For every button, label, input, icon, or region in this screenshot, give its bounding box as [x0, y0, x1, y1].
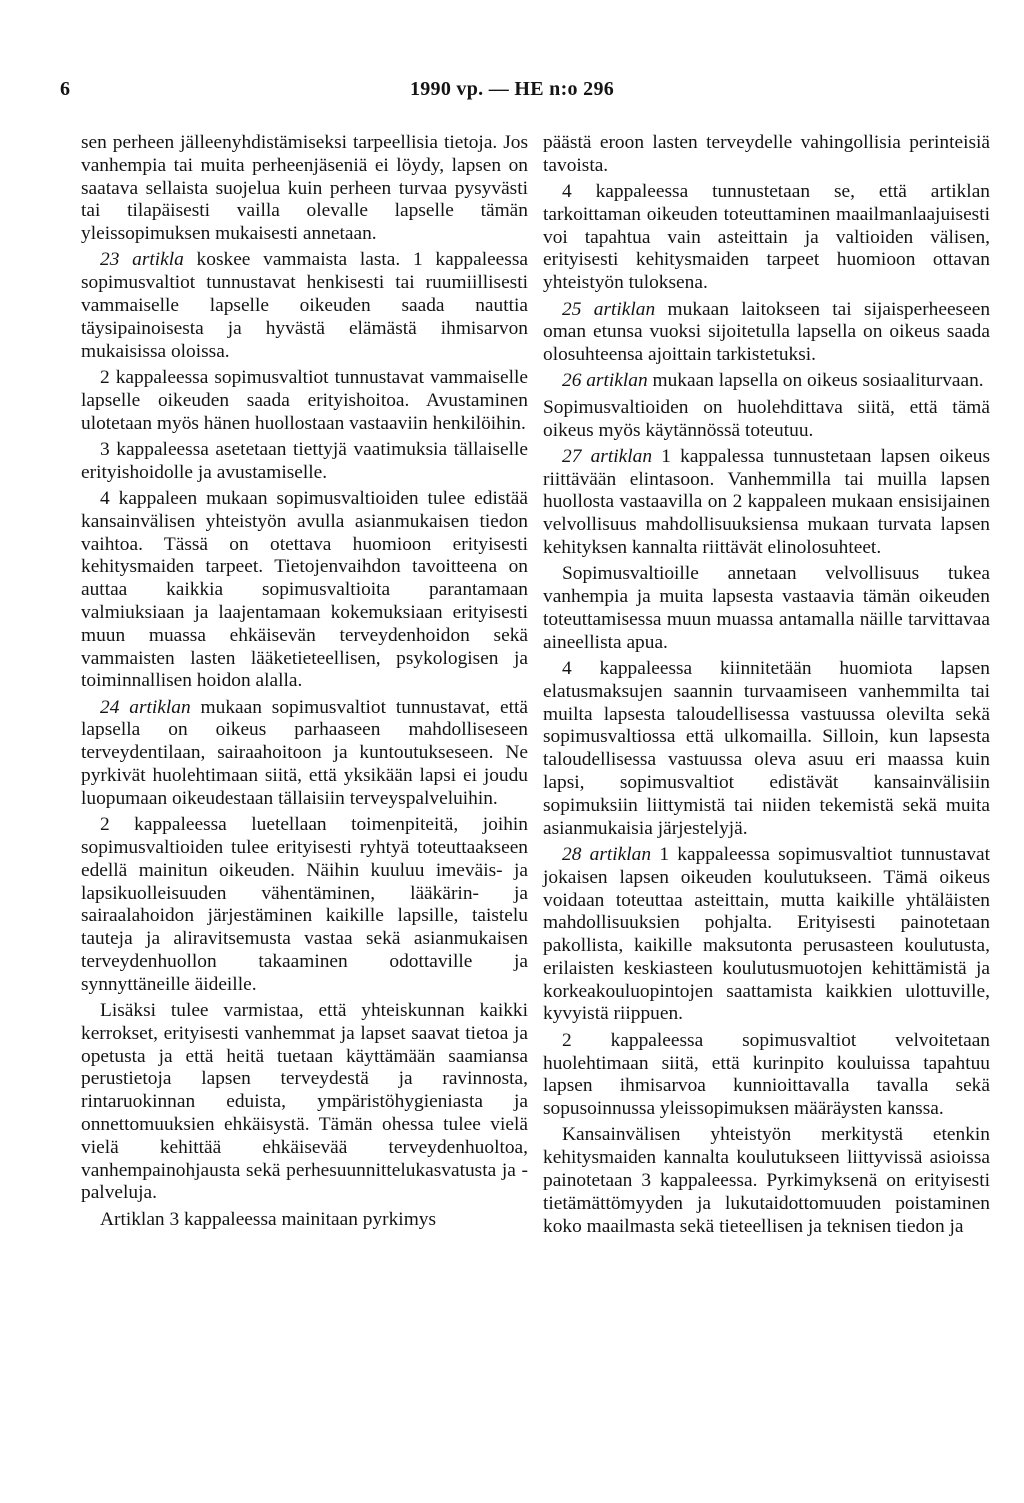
- article-reference: 28 artiklan: [562, 843, 652, 865]
- paragraph-text: 2 kappaleessa sopimusvaltiot velvoitetaan huolehtimaan siitä, että kurinpito kouluissa tapahtuu lapsen ihmisarvoa kunnioittavalla tavalla sekä sopusoinnussa yleissopimuksen määräysten kanssa.: [543, 1029, 990, 1120]
- paragraph-text: koskee vammaista lasta. 1 kappaleessa sopimusvaltiot tunnustavat henkisesti tai ruumiillisesti vammaiselle lapselle oikeuden saada nauttia täysipainoisesta ja hyvästä elämästä ihmisarvon mukaisissa oloissa.: [81, 249, 528, 362]
- paragraph: [543, 658, 990, 840]
- paragraph: [543, 844, 990, 1026]
- paragraph: [81, 1209, 528, 1232]
- article-reference: 26 artiklan: [562, 370, 648, 392]
- article-reference: 23 artikla: [100, 249, 184, 271]
- paragraph: [543, 299, 990, 367]
- left-column: [81, 132, 528, 1235]
- right-column: [543, 132, 990, 1242]
- paragraph-text: päästä eroon lasten terveydelle vahingollisia perinteisiä tavoista.: [543, 132, 990, 176]
- page-number: 6: [60, 78, 70, 100]
- paragraph-text: sen perheen jälleenyhdistämiseksi tarpeellisia tietoja. Jos vanhempia tai muita perheenjäseniä ei löydy, lapsen on saatava sellaista suojelua kuin perheen turvaa pysyvästi tai tilapäisesti vailla olevalle lapselle tämän yleissopimuksen mukaisesti annetaan.: [81, 132, 528, 245]
- paragraph: [81, 1000, 528, 1205]
- paragraph: [543, 397, 990, 443]
- paragraph: [81, 249, 528, 363]
- paragraph-text: 1 kappalessa tunnustetaan lapsen oikeus riittävään elintasoon. Vanhemmilla tai muilla lapsen huollosta vastaavilla on 2 kappaleen mukaan ensisijainen velvollisuus mahdollisuuksiensa mukaan turvata lapsen kehityksen kannalta riittävät elinolosuhteet.: [543, 445, 991, 559]
- paragraph-text: 3 kappaleessa asetetaan tiettyjä vaatimuksia tällaiselle erityishoidolle ja avustamiselle.: [81, 438, 528, 483]
- paragraph: [81, 439, 528, 485]
- paragraph: [543, 370, 990, 393]
- paragraph-text: Sopimusvaltioille annetaan velvollisuus tukea vanhempia ja muita lapsesta vastaavia tämän oikeuden toteuttamisessa muun muassa antamalla näille tarvittavaa aineellista apua.: [543, 563, 990, 653]
- article-reference: 25 artiklan: [562, 298, 656, 320]
- article-reference: 27 artiklan: [562, 445, 653, 467]
- paragraph-text: mukaan laitokseen tai sijaisperheeseen oman etunsa vuoksi sijoitetulla lapsella on oikeus saada olosuhteensa ajoittain tarkistetuksi.: [543, 298, 991, 366]
- paragraph-text: Lisäksi tulee varmistaa, että yhteiskunnan kaikki kerrokset, erityisesti vanhemmat ja lapset saavat tietoa ja opetusta ja että heitä tuetaan käyttämään saamiansa perustietoja lapsen terveydestä ja ravinnosta, rintaruokinnan eduista, ympäristöhygieniasta ja onnettomuuksien ehkäisystä. Tämän ohessa tulee vielä vielä kehittää ehkäisevää terveydenhuoltoa, vanhempainohjausta sekä perhesuunnittelukasvatusta ja -palveluja.: [81, 999, 528, 1204]
- paragraph: [543, 1030, 990, 1121]
- paragraph: [543, 563, 990, 654]
- paragraph-text: 4 kappaleessa tunnustetaan se, että artiklan tarkoittaman oikeuden toteuttaminen maailmanlaajuisesti voi tapahtua vain asteittain ja valtioiden välisen, erityisesti kehitysmaiden tarpeet huomioon ottavan yhteistyön tuloksena.: [543, 181, 990, 294]
- paragraph-text: mukaan sopimusvaltiot tunnustavat, että lapsella on oikeus parhaaseen mahdolliseseen terveydentilaan, sairaahoitoon ja kuntoutukseseen. Ne pyrkivät huolehtimaan siitä, että yksikään lapsi ei joudu luopumaan oikeudestaan tällaisiin terveyspalveluihin.: [81, 696, 528, 809]
- paragraph-text: 1 kappaleessa sopimusvaltiot tunnustavat jokaisen lapsen oikeuden koulutukseen. Tämä oikeus voidaan toteuttaa asteittain, mutta kaikille yhtäläisten mahdollisuuksien pohjalta. Erityisesti painotetaan pakollista, kaikille maksutonta perusasteen koulutusta, erilaisten keskiasteen koulutusmuotojen kehittämistä ja korkeakouluopintojen saattamista kaikkien ulottuville, kyvyistä riippuen.: [543, 843, 991, 1025]
- paragraph-text: mukaan lapsella on oikeus sosiaaliturvaan.: [647, 370, 984, 392]
- paragraph-text: Sopimusvaltioiden on huolehdittava siitä, että tämä oikeus myös käytännössä toteutuu.: [543, 396, 990, 441]
- paragraph: [543, 181, 990, 295]
- paragraph-text: 2 kappaleessa luetellaan toimenpiteitä, joihin sopimusvaltioiden tulee erityisesti ryhtyä toteuttaakseen edellä mainitun oikeuden. Näihin kuuluu imeväis- ja lapsikuolleisuuden vähentäminen, lääkärin- ja sairaalahoidon järjestäminen kaikille lapsille, taistelu tauteja ja aliravitsemusta vastaa sekä asianmukaisen terveydenhuollon takaaminen odottaville ja synnyttäneille äideille.: [81, 814, 528, 995]
- paragraph: [81, 367, 528, 435]
- paragraph: [81, 488, 528, 693]
- running-header: 1990 vp. — HE n:o 296: [409, 78, 615, 100]
- paragraph: [543, 1124, 990, 1238]
- paragraph-text: 4 kappaleessa kiinnitetään huomiota lapsen elatusmaksujen saannin turvaamiseen vanhemmilta tai muilta lapsesta taloudellisessa vastuussa olevilta sekä sopimusvaltiossa että ulkomailla. Silloin, kun lapsesta taloudellisessa vastuussa oleva asuu eri maassa kuin lapsi, sopimusvaltiot edistävät kansainvälisiin sopimuksiin liittymistä tai niiden tekemistä sekä muita asianmukaisia järjestelyjä.: [543, 658, 990, 839]
- paragraph: [543, 132, 990, 178]
- paragraph: [81, 814, 528, 996]
- paragraph: [81, 132, 528, 246]
- paragraph-text: 2 kappaleessa sopimusvaltiot tunnustavat vammaiselle lapselle oikeuden saada erityishoitoa. Avustaminen ulotetaan myös hänen huollostaan vastaaviin henkilöihin.: [81, 366, 528, 434]
- paragraph-text: Artiklan 3 kappaleessa mainitaan pyrkimys: [100, 1208, 437, 1230]
- paragraph: [81, 697, 528, 811]
- article-reference: 24 artiklan: [100, 696, 191, 718]
- paragraph: [543, 446, 990, 560]
- paragraph-text: 4 kappaleen mukaan sopimusvaltioiden tulee edistää kansainvälisen yhteistyön avulla asianmukaisen tiedon vaihtoa. Tässä on otettava huomioon erityisesti kehitysmaiden tarpeet. Tietojenvaihdon tavoitteena on auttaa kaikkia sopimusvaltioita parantamaan valmiuksiaan ja laajentamaan kokemuksiaan erityisesti muun muassa ehkäisevän terveydenhoidon sekä vammaisten lasten lääketieteellisen, psykologisen ja toiminnallisen hoidon alalla.: [81, 487, 528, 692]
- paragraph-text: Kansainvälisen yhteistyön merkitystä etenkin kehitysmaiden kannalta koulutukseen liittyvissä asioissa painotetaan 3 kappaleessa. Pyrkimyksenä on erityisesti tietämättömyyden ja lukutaidottomuuden poistaminen koko maailmasta sekä tieteellisen ja teknisen tiedon ja: [543, 1124, 990, 1237]
